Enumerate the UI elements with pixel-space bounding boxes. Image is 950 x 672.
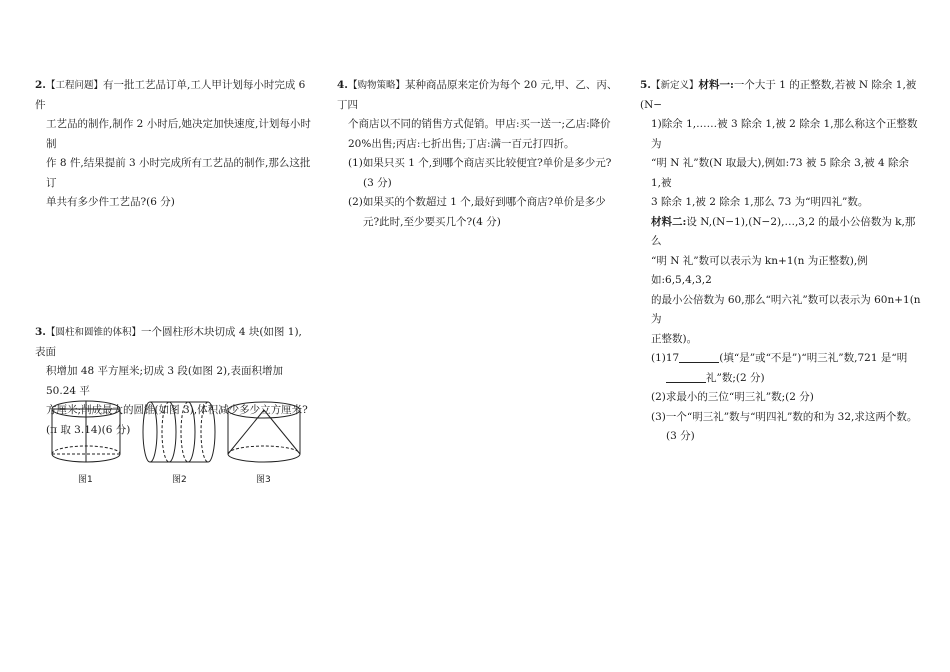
sub-question-2-cont: 元?此时,至少要买几个?(4 分) [363, 215, 501, 228]
question-text-line: 有一批工艺品订单,工人甲计划每小时完成 6 件 [35, 79, 306, 111]
question-text-line: 1)除余 1,……被 3 除余 1,被 2 除余 1,那么称这个正整数为 [651, 118, 918, 150]
sub-question-2: (2)求最小的三位“明三礼”数;(2 分) [651, 391, 814, 403]
material-1-label: 材料一: [698, 79, 734, 91]
question-tag: 【工程问题】 [45, 80, 103, 91]
answer-blank[interactable] [666, 369, 706, 383]
sub-question-1: (1)如果只买 1 个,到哪个商店买比较便宜?单价是多少元? [348, 157, 612, 169]
figure-1-cylinder-quartered [48, 398, 124, 468]
question-text-line: (π 取 3.14)(6 分) [46, 423, 131, 436]
sub-question-2: (2)如果买的个数超过 1 个,最好到哪个商店?单价是多少 [348, 196, 606, 208]
figure-2-cylinder-sliced [140, 398, 220, 468]
material-2-label: 材料二: [651, 215, 687, 228]
question-text-line: 工艺品的制作,制作 2 小时后,她决定加快速度,计划每小时制 [46, 118, 311, 150]
question-text-line: 一个圆柱形木块切成 4 块(如图 1),表面 [35, 326, 302, 358]
question-5 [640, 76, 922, 447]
question-tag: 【购物策略】 [347, 80, 405, 91]
question-text-line: 正整数)。 [651, 332, 698, 345]
sub-question-3: (3)一个“明三礼”数与“明四礼”数的和为 32,求这两个数。 [651, 410, 918, 423]
sub-question-1-end: 礼”数;(2 分) [706, 371, 765, 384]
question-text-line: 积增加 48 平方厘米;切成 3 段(如图 2),表面积增加 50.24 平 [46, 365, 283, 397]
question-number: 5. [640, 79, 651, 91]
question-text-line: 设 N,(N−1),(N−2),…,3,2 的最小公倍数为 k,那么 [651, 215, 916, 247]
question-tag: 【圆柱和圆锥的体积】 [45, 327, 141, 338]
figure-3-caption: 图3 [256, 475, 271, 485]
question-text-line: 作 8 件,结果提前 3 小时完成所有工艺品的制作,那么这批订 [46, 157, 311, 189]
sub-question-1-text: (填“是”或“不是”)“明三礼”数,721 是“明 [719, 352, 908, 364]
question-text-line: “明 N 礼”数可以表示为 kn+1(n 为正整数),例如:6,5,4,3,2 [651, 254, 868, 286]
question-4 [337, 76, 619, 232]
figures-row [44, 398, 306, 484]
question-text-line: 某种商品原来定价为每个 20 元,甲、乙、丙、丁四 [337, 79, 618, 111]
question-tag: 【新定义】 [650, 80, 699, 91]
question-text-line: “明 N 礼”数(N 取最大),例如:73 被 5 除余 3,被 4 除余 1,被 [651, 157, 909, 189]
sub-question-1-start: (1)17 [651, 352, 680, 364]
figure-3-cone-in-cylinder [224, 398, 304, 468]
figure-2-caption: 图2 [172, 475, 187, 485]
question-number: 4. [337, 79, 348, 91]
figure-1-caption: 图1 [78, 475, 93, 485]
answer-blank[interactable] [679, 349, 719, 363]
sub-question-3-score: (3 分) [666, 430, 695, 442]
question-text-line: 一个大于 1 的正整数,若被 N 除余 1,被(N− [640, 79, 917, 111]
question-text-line: 20%出售;丙店:七折出售;丁店:满一百元打四折。 [348, 137, 575, 150]
question-text-line: 3 除余 1,被 2 除余 1,那么 73 为“明四礼”数。 [651, 196, 869, 208]
question-number: 3. [35, 326, 46, 338]
question-text-line: 方厘米;削成最大的圆锥(如图 3),体积减少多少立方厘米? [46, 404, 308, 416]
question-number: 2. [35, 79, 46, 91]
question-2 [35, 76, 311, 213]
question-text-line: 个商店以不同的销售方式促销。甲店:买一送一;乙店:降价 [348, 118, 611, 130]
question-text-line: 的最小公倍数为 60,那么“明六礼”数可以表示为 60n+1(n 为 [651, 293, 921, 325]
sub-question-1-score: (3 分) [363, 176, 392, 189]
question-text-line: 单共有多少件工艺品?(6 分) [46, 196, 175, 208]
